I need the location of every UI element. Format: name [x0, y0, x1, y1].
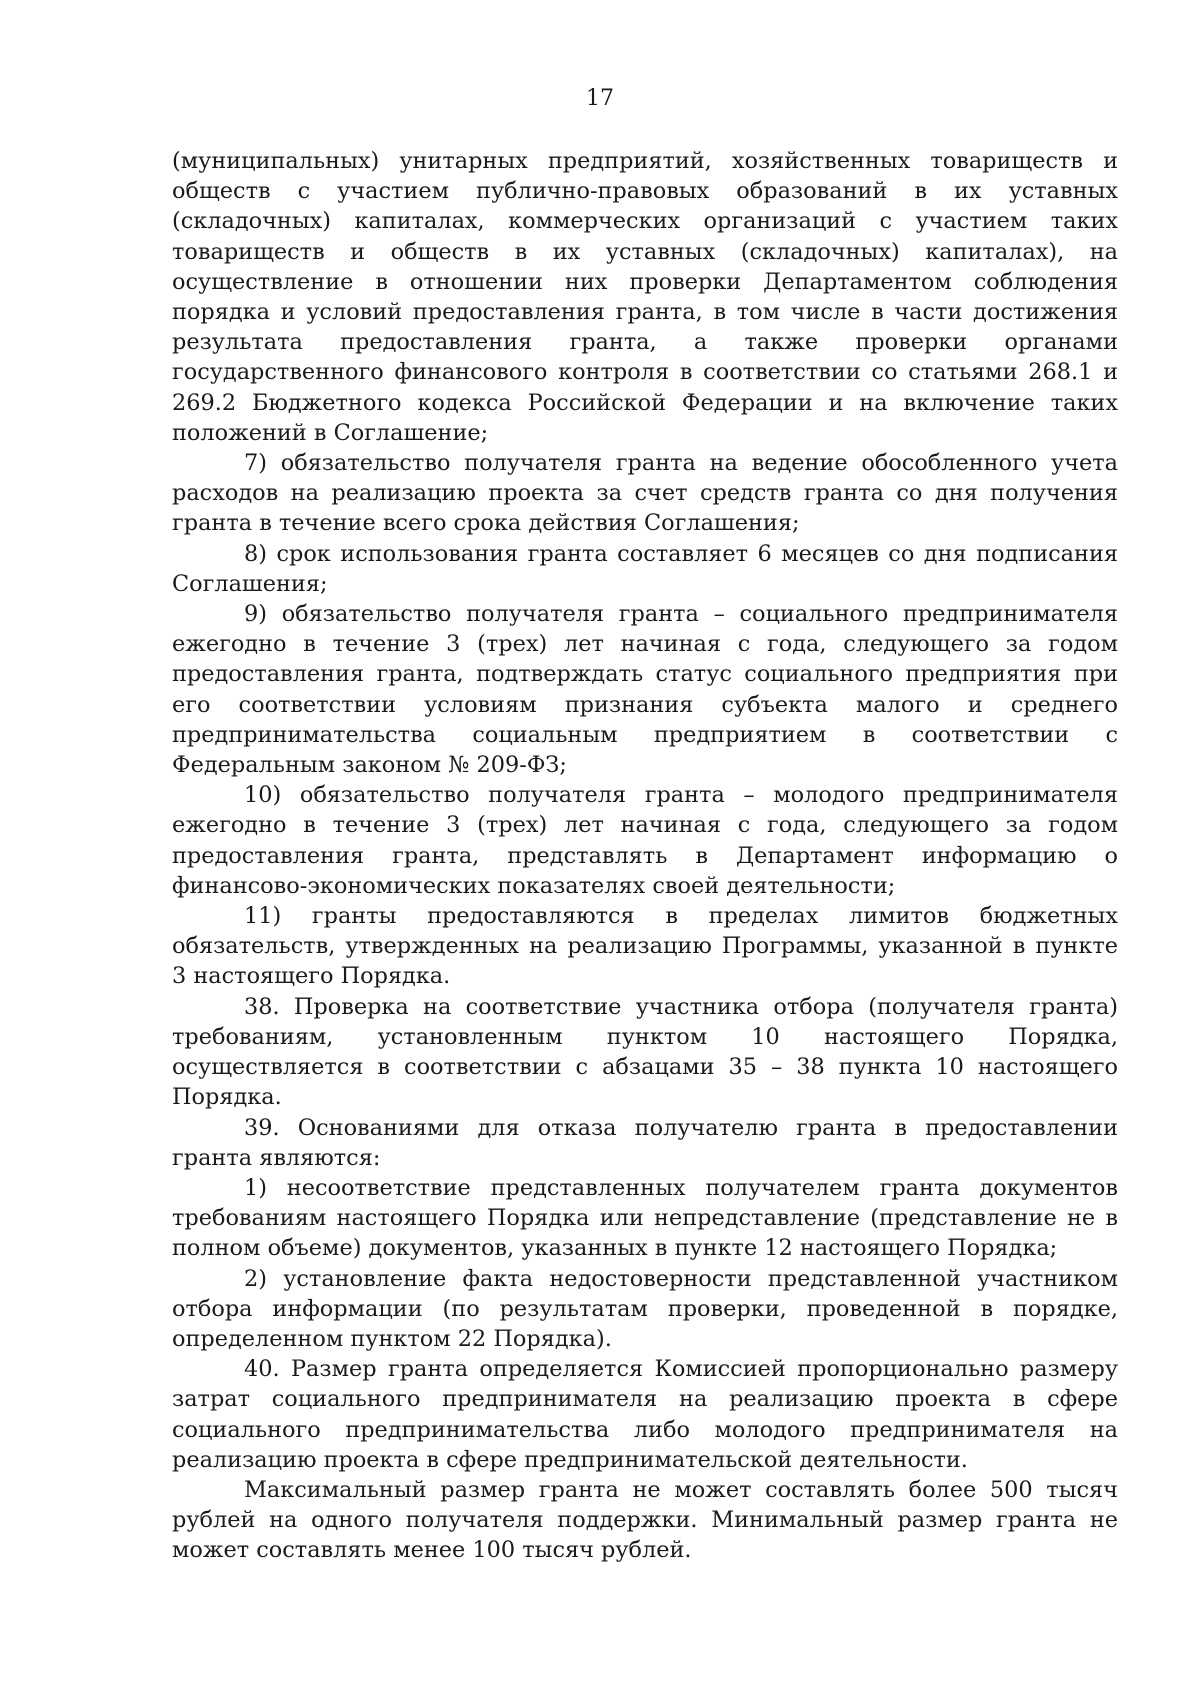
paragraph-item-8: 8) срок использования гранта составляет 6 месяцев со дня подписания Соглашения;	[172, 540, 1118, 597]
document-body	[172, 146, 1118, 1566]
paragraph-item-11: 11) гранты предоставляются в пределах лимитов бюджетных обязательств, утвержденных на реализацию Программы, указанной в пункте 3 настоящего Порядка.	[172, 903, 1118, 990]
paragraph-refusal-reason-1: 1) несоответствие представленных получателем гранта документов требованиям настоящего Порядка или непредставление (представление не в полном объеме) документов, указанных в пункте 12 настоящего Порядка;	[172, 1174, 1118, 1262]
paragraph-grant-limits: Максимальный размер гранта не может составлять более 500 тысяч рублей на одного получателя поддержки. Минимальный размер гранта не может составлять менее 100 тысяч рублей.	[172, 1476, 1118, 1564]
paragraph-item-7: 7) обязательство получателя гранта на ведение обособленного учета расходов на реализацию проекта за счет средств гранта со дня получения гранта в течение всего срока действия Соглашения;	[172, 450, 1118, 537]
paragraph-section-40: 40. Размер гранта определяется Комиссией пропорционально размеру затрат социального предпринимателя на реализацию проекта в сфере социального предпринимательства либо молодого предпринимателя на реализацию проекта в сфере предпринимательской деятельности.	[172, 1356, 1118, 1473]
paragraph-section-38: 38. Проверка на соответствие участника отбора (получателя гранта) требованиям, установленным пунктом 10 настоящего Порядка, осуществляется в соответствии с абзацами 35 – 38 пункта 10 настоящего Порядка.	[172, 993, 1118, 1111]
page-number: 17	[586, 86, 614, 111]
paragraph-refusal-reason-2: 2) установление факта недостоверности представленной участником отбора информации (по результатам проверки, проведенной в порядке, определенном пунктом 22 Порядка).	[172, 1265, 1118, 1352]
paragraph-item-10: 10) обязательство получателя гранта – молодого предпринимателя ежегодно в течение 3 (трех) лет начиная с года, следующего за годом предоставления гранта, представлять в Департамент информацию о финансово-экономических показателях своей деятельности;	[172, 782, 1118, 899]
paragraph-item-9: 9) обязательство получателя гранта – социального предпринимателя ежегодно в течение 3 (трех) лет начиная с года, следующего за годом предоставления гранта, подтверждать статус социального предприятия при его соответствии условиям признания субъекта малого и среднего предпринимательства социальным предприятием в соответствии с Федеральным законом № 209-ФЗ;	[172, 601, 1118, 779]
paragraph-continuation: (муниципальных) унитарных предприятий, хозяйственных товариществ и обществ с участием публично-правовых образований в их уставных (складочных) капиталах, коммерческих организаций с участием таких товариществ и обществ в их уставных (складочных) капиталах), на осуществление в отношении них проверки Департаментом соблюдения порядка и условий предоставления гранта, в том числе в части достижения результата предоставления гранта, а также проверки органами государственного финансового контроля в соответствии со статьями 268.1 и 269.2 Бюджетного кодекса Российской Федерации и на включение таких положений в Соглашение;	[172, 148, 1118, 446]
paragraph-section-39: 39. Основаниями для отказа получателю гранта в предоставлении гранта являются:	[172, 1114, 1118, 1171]
